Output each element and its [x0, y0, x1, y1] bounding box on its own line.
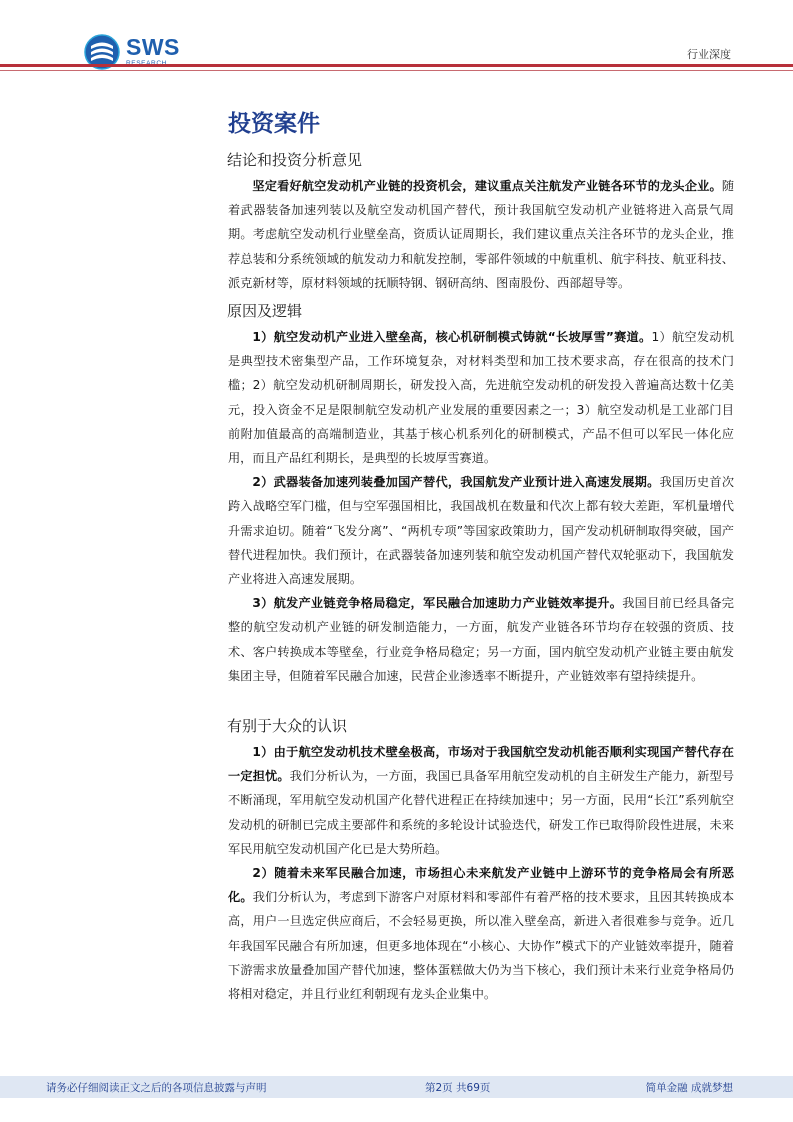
paragraph: [228, 861, 734, 1006]
footer-slogan: 简单金融 成就梦想: [645, 1082, 733, 1094]
paragraph-lead: 坚定看好航空发动机产业链的投资机会，建议重点关注航发产业链各环节的龙头企业。: [252, 179, 722, 193]
logo-text: SWS: [126, 34, 180, 61]
page-header: [0, 0, 793, 80]
footer-disclaimer: 请务必仔细阅读正文之后的各项信息披露与声明: [46, 1082, 267, 1094]
paragraph: [228, 174, 734, 295]
page-footer: [0, 1076, 793, 1098]
section-heading-reasons: 原因及逻辑: [227, 302, 303, 321]
section-heading-different-view: 有别于大众的认识: [227, 717, 348, 736]
paragraph-body: 我们分析认为，一方面，我国已具备军用航空发动机的自主研发生产能力，新型号不断涌现，军用航空发动机国产化替代进程正在持续加速中；另一方面，民用“长江”系列航空发动机的研制已完成主要部件和系统的多轮设计试验迭代，研发工作已取得阶段性进展，未来军民用航空发动机国产化已是大势所趋。: [228, 769, 735, 856]
header-rule-thin: [0, 70, 793, 71]
paragraph-lead: 2）随着未来军民融合加速，市场担心未来航发产业链中上游环节的竞争格局会有所恶化。: [228, 866, 734, 905]
paragraph-body: 我国历史首次跨入战略空军门槛，但与空军强国相比，我国战机在数量和代次上都有较大差距，军机量增代升需求迫切。随着“飞发分离”、“两机专项”等国家政策助力，国产发动机研制取得突破，国产替代进程加快。我们预计，在武器装备加速列装和航空发动机国产替代双轮驱动下，我国航发产业将进入高速发展期。: [228, 475, 735, 587]
paragraph-body: 随着武器装备加速列装以及航空发动机国产替代，预计我国航空发动机产业链将进入高景气周期。考虑航空发动机行业壁垒高，资质认证周期长，我们建议重点关注各环节的龙头企业，推荐总装和分系统领域的航发动力和航发控制，零部件领域的中航重机、航宇科技、航亚科技、派克新材等，原材料领域的抚顺特钢、钢研高纳、图南股份、西部超导等。: [228, 179, 734, 290]
page-title: 投资案件: [228, 111, 320, 137]
paragraph-lead: 1）由于航空发动机技术壁垒极高，市场对于我国航空发动机能否顺利实现国产替代存在一定担忧。: [228, 745, 734, 784]
paragraph-body: 我们分析认为，考虑到下游客户对原材料和零部件有着严格的技术要求，且因其转换成本高，用户一旦选定供应商后，不会轻易更换，所以准入壁垒高，新进入者很难参与竞争。近几年我国军民融合有所加速，但更多地体现在“小核心、大协作”模式下的产业链效率提升，随着下游需求放量叠加国产替代加速，整体蛋糕做大仍为当下核心，我们预计未来行业竞争格局仍将相对稳定，并且行业红利朝现有龙头企业集中。: [228, 890, 735, 1002]
report-category-tag: 行业深度: [687, 48, 731, 61]
header-rule: [0, 64, 793, 67]
paragraph: [228, 325, 734, 470]
paragraph: [228, 591, 734, 688]
paragraph-lead: 1）航空发动机产业进入壁垒高，核心机研制模式铸就“长坡厚雪”赛道。: [252, 330, 652, 345]
paragraph: [228, 470, 734, 591]
main-content: [228, 108, 734, 1006]
section-heading-conclusion: 结论和投资分析意见: [227, 151, 363, 169]
paragraph: [228, 740, 734, 861]
paragraph-lead: 3）航发产业链竞争格局稳定，军民融合加速助力产业链效率提升。: [252, 596, 623, 611]
paragraph-body: 我国目前已经具备完整的航空发动机产业链的研发制造能力，一方面，航发产业链各环节均存在较强的资质、技术、客户转换成本等壁垒，行业竞争格局稳定；另一方面，国内航空发动机产业链主要由航发集团主导，但随着军民融合加速，民营企业渗透率不断提升，产业链效率有望持续提升。: [228, 596, 734, 683]
paragraph-lead: 2）武器装备加速列装叠加国产替代，我国航发产业预计进入高速发展期。: [252, 475, 660, 490]
paragraph-body: 1）航空发动机是典型技术密集型产品，工作环境复杂，对材料类型和加工技术要求高，存在很高的技术门槛；2）航空发动机研制周期长，研发投入高，先进航空发动机的研发投入普遍高达数十亿美元，投入资金不足是限制航空发动机产业发展的重要因素之一；3）航空发动机是工业部门目前附加值最高的高端制造业，其基于核心机系列化的研制模式，产品不但可以军民一体化应用，而且产品红利期长，是典型的长坡厚雪赛道。: [228, 330, 734, 466]
footer-page-info: 第2页 共69页: [425, 1082, 491, 1094]
